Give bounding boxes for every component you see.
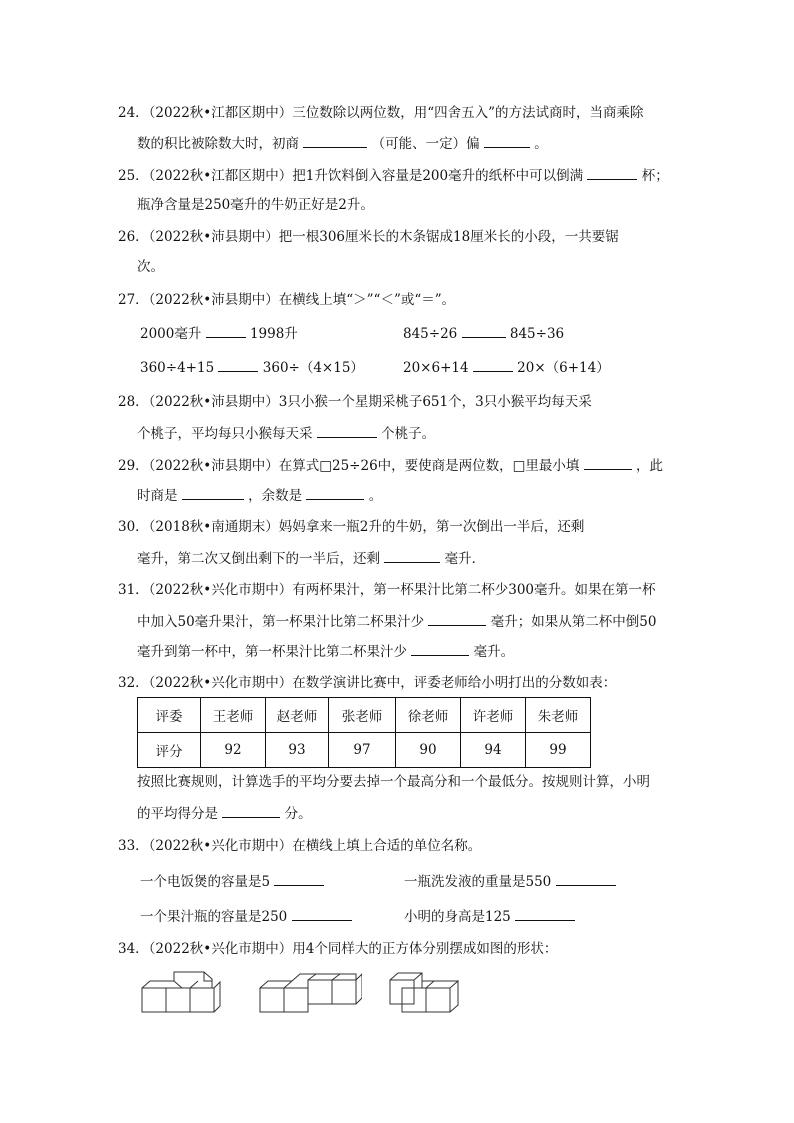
- q24-line2: [137, 134, 548, 153]
- q29-blank-2[interactable]: [182, 486, 244, 500]
- q33-item-b: [404, 872, 616, 891]
- table-cell: 评分: [138, 733, 201, 768]
- q27-c-blank[interactable]: [218, 358, 258, 372]
- score-table-header-row: [138, 698, 591, 733]
- score-table-value-row: [138, 733, 591, 768]
- q29-line2: [137, 486, 382, 505]
- q27-item-a: [140, 324, 298, 343]
- q33-item-a: [140, 872, 324, 891]
- q28-text-a: 个桃子，平均每只小猴每天采: [137, 426, 313, 442]
- q33-line1: 33．（2022秋•兴化市期中）在横线上填上合适的单位名称。: [118, 838, 482, 854]
- q27-c-right: 360÷（4×15）: [262, 360, 364, 376]
- q31-line3: [137, 642, 514, 661]
- q28-line2: [137, 424, 435, 443]
- q25-line1: [118, 166, 669, 185]
- q33-d-blank[interactable]: [515, 907, 575, 921]
- q24-text-a: 数的积比被除数大时，初商: [137, 136, 299, 152]
- q33-item-c: [140, 907, 352, 926]
- q30-text-a: 毫升，第二次又倒出剩下的一半后，还剩: [137, 551, 380, 567]
- q27-b-right: 845÷36: [509, 326, 565, 342]
- table-cell: 许老师: [461, 698, 526, 733]
- table-cell: 张老师: [329, 698, 396, 733]
- q27-item-d: [403, 358, 610, 377]
- q25-blank[interactable]: [587, 166, 637, 180]
- q29-text-c: 时商是: [137, 488, 178, 504]
- q33-c-blank[interactable]: [292, 907, 352, 921]
- q33-c-text: 一个果汁瓶的容量是250: [140, 909, 288, 925]
- q27-d-left: 20×6+14: [403, 360, 469, 376]
- q33-b-blank[interactable]: [556, 872, 616, 886]
- q27-b-blank[interactable]: [462, 324, 506, 338]
- q32-line3: [137, 804, 312, 823]
- table-cell: 99: [526, 733, 591, 768]
- q26-line1: 26．（2022秋•沛县期中）把一根306厘米长的木条锯成18厘米长的小段，一共要锯: [118, 229, 619, 245]
- q27-b-left: 845÷26: [403, 326, 458, 342]
- q31-text-c: 毫升到第一杯中，第一杯果汁比第二杯果汁少: [137, 644, 407, 660]
- q30-line2: [137, 549, 485, 568]
- q31-blank-2[interactable]: [411, 642, 469, 656]
- q27-d-blank[interactable]: [473, 358, 513, 372]
- q27-a-right: 1998升: [249, 326, 298, 342]
- score-table: [137, 697, 591, 768]
- table-cell: 97: [329, 733, 396, 768]
- q30-text-b: 毫升．: [444, 551, 486, 567]
- cube-figure-1: [140, 970, 240, 1016]
- q27-item-c: [140, 358, 364, 377]
- q32-text-b: 分。: [284, 806, 312, 822]
- q32-blank[interactable]: [222, 804, 280, 818]
- table-cell: 90: [396, 733, 461, 768]
- table-cell: 朱老师: [526, 698, 591, 733]
- q31-text-b: 毫升；如果从第二杯中倒50: [490, 614, 657, 630]
- table-cell: 王老师: [201, 698, 266, 733]
- q27-a-left: 2000毫升: [140, 326, 202, 342]
- q31-blank-1[interactable]: [428, 612, 486, 626]
- q28-blank[interactable]: [317, 424, 377, 438]
- q24-text-c: 。: [534, 136, 548, 152]
- q31-line1: 31．（2022秋•兴化市期中）有两杯果汁，第一杯果汁比第二杯少300毫升。如果在第一杯: [118, 582, 656, 598]
- q32-line2: 按照比赛规则，计算选手的平均分要去掉一个最高分和一个最低分。按规则计算，小明: [137, 774, 650, 790]
- q29-line1: [118, 456, 663, 475]
- q29-blank-3[interactable]: [306, 486, 364, 500]
- q33-d-text: 小明的身高是125: [404, 909, 511, 925]
- q24-blank-2[interactable]: [484, 134, 530, 148]
- q25-text-b: 杯；: [641, 168, 669, 184]
- table-cell: 93: [266, 733, 329, 768]
- q27-d-right: 20×（6+14）: [517, 360, 610, 376]
- table-cell: 赵老师: [266, 698, 329, 733]
- q29-text-a: 29．（2022秋•沛县期中）在算式□25÷26中，要使商是两位数，□里最小填: [118, 458, 580, 474]
- q30-line1: 30．（2018秋•南通期末）妈妈拿来一瓶2升的牛奶，第一次倒出一半后，还剩: [118, 519, 585, 535]
- table-cell: 评委: [138, 698, 201, 733]
- q29-blank-1[interactable]: [584, 456, 632, 470]
- q27-c-left: 360÷4+15: [140, 360, 215, 376]
- q33-item-d: [404, 907, 575, 926]
- q28-line1: 28．（2022秋•沛县期中）3只小猴一个星期采桃子651个，3只小猴平均每天采: [118, 394, 592, 410]
- q31-line2: [137, 612, 656, 631]
- q29-text-b: ，此: [636, 458, 664, 474]
- q32-text-a: 的平均得分是: [137, 806, 218, 822]
- q30-blank[interactable]: [384, 549, 440, 563]
- q34-line1: 34．（2022秋•兴化市期中）用4个同样大的正方体分别摆成如图的形状：: [118, 941, 558, 957]
- q24-text-b: （可能、一定）偏: [371, 136, 480, 152]
- table-cell: 92: [201, 733, 266, 768]
- table-cell: 徐老师: [396, 698, 461, 733]
- q33-a-blank[interactable]: [274, 872, 324, 886]
- cube-figure-2: [258, 970, 362, 1016]
- q24-line1: 24．（2022秋•江都区期中）三位数除以两位数，用“四舍五入”的方法试商时，当商乘除: [118, 105, 644, 121]
- q28-text-b: 个桃子。: [381, 426, 436, 442]
- q33-b-text: 一瓶洗发液的重量是550: [404, 874, 552, 890]
- q27-a-blank[interactable]: [206, 324, 246, 338]
- q27-item-b: [403, 324, 564, 343]
- q24-blank-1[interactable]: [303, 134, 367, 148]
- q27-line1: 27．（2022秋•沛县期中）在横线上填“＞”“＜”或“＝”。: [118, 292, 456, 308]
- q29-text-e: 。: [368, 488, 383, 504]
- q29-text-d: ，余数是: [248, 488, 303, 504]
- q31-text-d: 毫升。: [473, 644, 515, 660]
- q25-line2: 瓶净含量是250毫升的牛奶正好是2升。: [137, 197, 374, 213]
- q32-line1: 32．（2022秋•兴化市期中）在数学演讲比赛中，评委老师给小明打出的分数如表：: [118, 675, 617, 691]
- q33-a-text: 一个电饭煲的容量是5: [140, 874, 271, 890]
- q31-text-a: 中加入50毫升果汁，第一杯果汁比第二杯果汁少: [137, 614, 425, 630]
- table-cell: 94: [461, 733, 526, 768]
- q25-text-a: 25．（2022秋•江都区期中）把1升饮料倒入容量是200毫升的纸杯中可以倒满: [118, 168, 584, 184]
- q26-line2: 次。: [137, 259, 164, 275]
- cube-figure-3: [388, 970, 468, 1016]
